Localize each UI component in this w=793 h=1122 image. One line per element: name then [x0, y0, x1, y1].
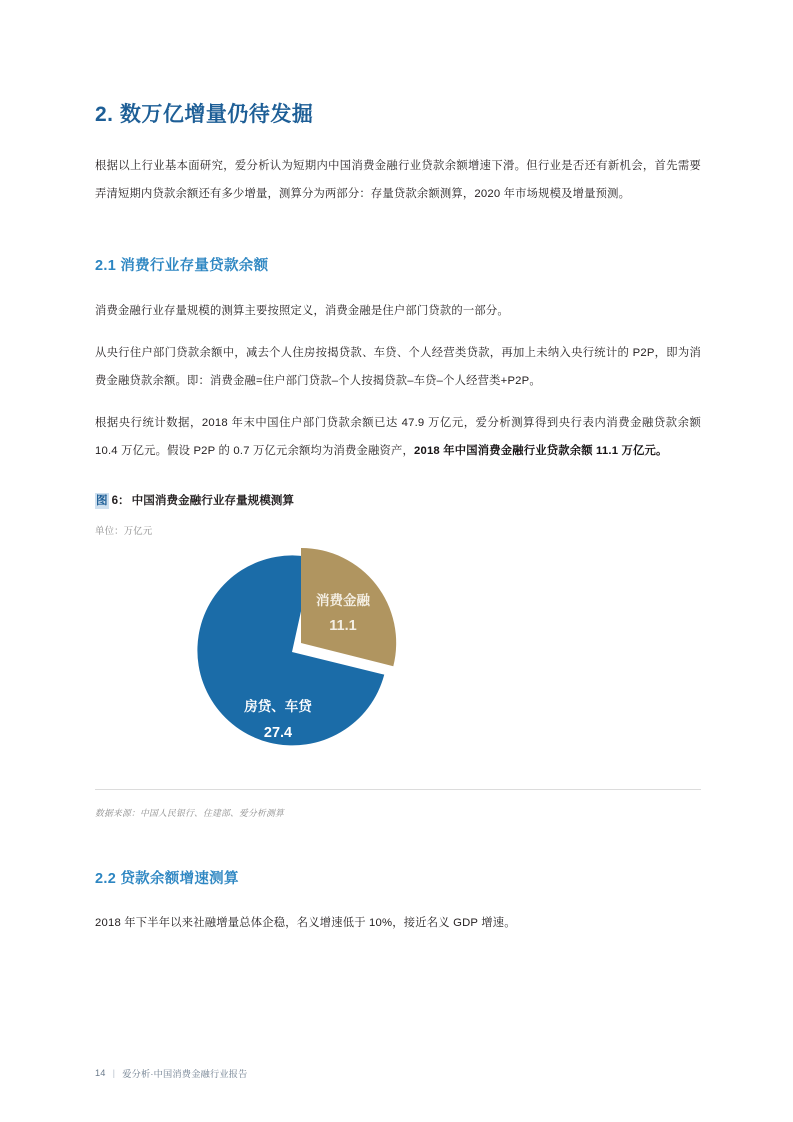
- page-content: [95, 0, 701, 937]
- pie-chart-area: [95, 539, 701, 789]
- subsection-2-1-paragraph-3: [95, 395, 701, 465]
- subsection-2-1-paragraph-1: 消费金融行业存量规模的测算主要按照定义，消费金融是住户部门贷款的一部分。: [95, 304, 509, 317]
- subsection-heading-2-1: 2.1 消费行业存量贷款余额: [95, 258, 269, 275]
- paragraph-3-bold-highlight: 2018 年中国消费金融行业贷款余额 11.1 万亿元。: [413, 444, 668, 457]
- figure-unit-label: 单位：万亿元: [95, 524, 153, 536]
- subsection-2-2-paragraph-1: 2018 年下半年以来社融增量总体企稳，名义增速低于 10%，接近名义 GDP 增速。: [95, 917, 516, 930]
- figure-title-text: 中国消费金融行业存量规模测算: [131, 493, 294, 507]
- figure-6: [95, 465, 701, 819]
- figure-caption: [95, 493, 701, 509]
- subsection-2-1-paragraph-2: 从央行住户部门贷款余额中，减去个人住房按揭贷款、车贷、个人经营类贷款，再加上未纳入央行统计的 P2P，即为消费金融贷款余额。即：消费金融=住户部门贷款–个人按揭贷款–车贷–个人经营类+P2P。: [95, 346, 701, 387]
- figure-source-note: 数据来源：中国人民银行、住建部、爱分析测算: [95, 807, 284, 818]
- pie-chart: [180, 535, 470, 785]
- pie-label-consumer-finance-value: 11.1: [329, 617, 357, 634]
- pie-label-housing-auto-name: 房贷、车贷: [244, 698, 312, 714]
- pie-label-housing-auto-value: 27.4: [263, 724, 293, 741]
- footer-page-number: 14: [95, 1068, 106, 1078]
- paragraph-3-lead-text: 根据央行统计数据，2018 年末中国住户部门贷款余额已达 47.9 万亿元，爱分析测算得到央行表内消费金融贷款余额 10.4 万亿元。假设 P2P 的 0.7 万亿元余额均为消费金融资产，: [95, 416, 701, 457]
- figure-number: 6：: [111, 493, 130, 507]
- figure-tag-label: 图: [95, 493, 109, 509]
- pie-label-consumer-finance-name: 消费金融: [316, 592, 370, 608]
- page-title: 2. 数万亿增量仍待发掘: [95, 103, 314, 126]
- footer-report-title: 爱分析·中国消费金融行业报告: [122, 1069, 248, 1079]
- intro-paragraph: 根据以上行业基本面研究，爱分析认为短期内中国消费金融行业贷款余额增速下滑。但行业是否还有新机会，首先需要弄清短期内贷款余额还有多少增量，测算分为两部分：存量贷款余额测算，2020 年市场规模及增量预测。: [95, 160, 701, 201]
- subsection-heading-2-2: 2.2 贷款余额增速测算: [95, 870, 239, 887]
- page-footer: [95, 1066, 248, 1080]
- footer-separator: |: [112, 1068, 116, 1078]
